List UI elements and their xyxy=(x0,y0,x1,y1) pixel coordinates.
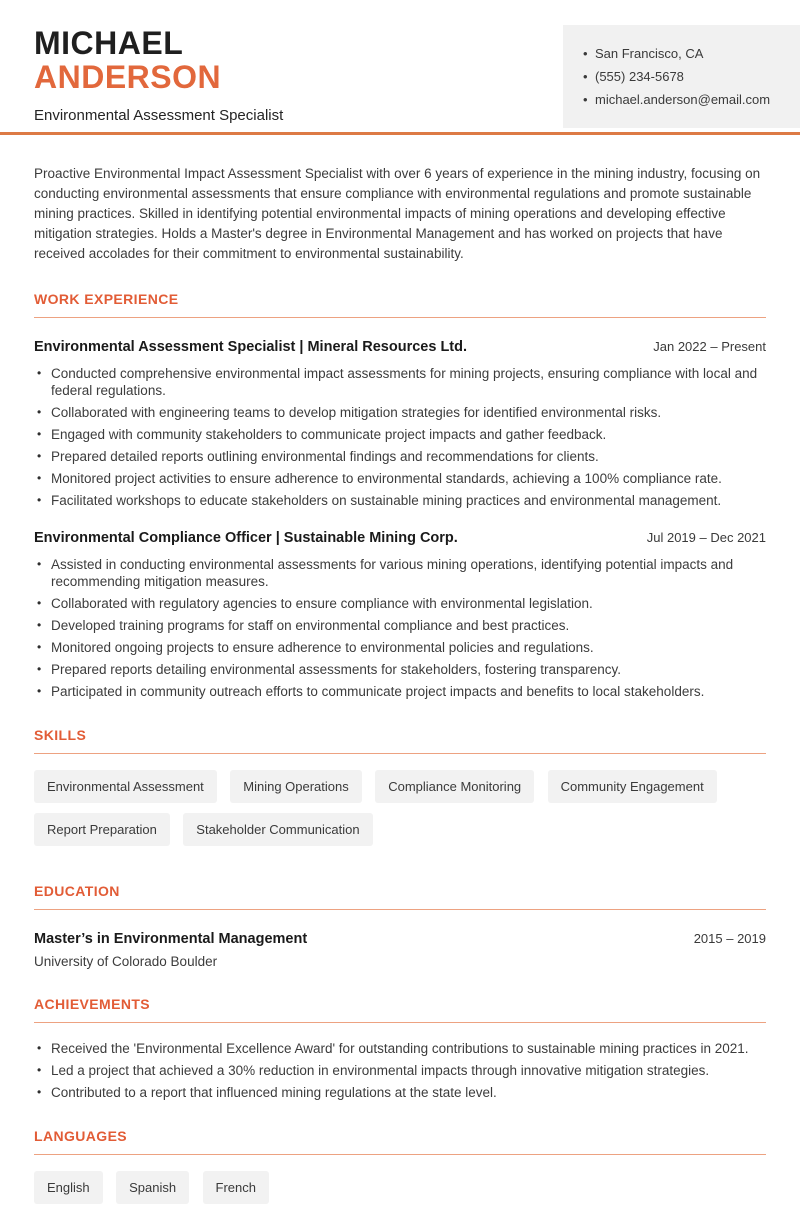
job-bullet-list xyxy=(34,365,766,509)
achievement-bullet: • Led a project that achieved a 30% reduction in environmental impacts through innovative mitigation strategies. xyxy=(34,1062,766,1079)
last-name: ANDERSON xyxy=(34,59,222,95)
contact-email: • michael.anderson@email.com xyxy=(583,92,786,107)
languages-heading: LANGUAGES xyxy=(34,1128,766,1155)
skills-heading: SKILLS xyxy=(34,727,766,754)
achievement-bullet: • Contributed to a report that influenced mining regulations at the state level. xyxy=(34,1084,766,1101)
achievements-heading: ACHIEVEMENTS xyxy=(34,996,766,1023)
contact-card xyxy=(563,25,800,128)
achievement-list xyxy=(34,1040,766,1101)
contact-location: • San Francisco, CA xyxy=(583,46,786,61)
contact-list xyxy=(583,46,786,107)
job-date: Jan 2022 – Present xyxy=(653,339,766,354)
education-degree: Master’s in Environmental Management xyxy=(34,931,308,947)
skill-chip: Mining Operations xyxy=(230,770,362,803)
resume-header xyxy=(0,0,800,135)
job-header xyxy=(34,339,766,355)
name-block xyxy=(34,26,283,124)
header-divider xyxy=(0,132,800,135)
job-date: Jul 2019 – Dec 2021 xyxy=(646,530,766,545)
job-entry xyxy=(34,530,766,700)
education-school: University of Colorado Boulder xyxy=(34,954,218,969)
summary-paragraph: Proactive Environmental Impact Assessment Specialist with over 6 years of experience in the mining industry, focusing on conducting environmental assessments that ensure compliance with environmental regulations and promote sustainable mining practices. Skilled in identifying potential environmental impacts of mining operations and developing effective mitigation strategies. Holds a Master's degree in Environmental Management and has worked on projects that have received accolades for their commitment to environmental sustainability. xyxy=(34,166,761,261)
work-experience-heading: WORK EXPERIENCE xyxy=(34,291,766,318)
job-bullet-list xyxy=(34,556,766,700)
skill-chip: Environmental Assessment xyxy=(34,770,217,803)
job-bullet: • Prepared detailed reports outlining environmental findings and recommendations for clients. xyxy=(34,448,766,465)
language-chip: French xyxy=(203,1171,269,1204)
job-bullet: • Assisted in conducting environmental assessments for various mining operations, identifying potential impacts and recommending mitigation measures. xyxy=(34,556,766,590)
education-date: 2015 – 2019 xyxy=(693,931,766,946)
job-bullet: • Developed training programs for staff on environmental compliance and best practices. xyxy=(34,617,766,634)
section-achievements xyxy=(34,996,766,1101)
skill-chip: Compliance Monitoring xyxy=(375,770,534,803)
education-header xyxy=(34,931,766,947)
job-bullet: • Facilitated workshops to educate stakeholders on sustainable mining practices and environmental management. xyxy=(34,492,766,509)
first-name: MICHAEL xyxy=(34,25,184,61)
section-skills xyxy=(34,727,766,856)
job-entry xyxy=(34,339,766,509)
skill-chip: Community Engagement xyxy=(548,770,717,803)
job-header xyxy=(34,530,766,546)
job-bullet: • Monitored ongoing projects to ensure adherence to environmental policies and regulations. xyxy=(34,639,766,656)
section-education xyxy=(34,883,766,969)
job-title: Environmental Compliance Officer | Sustainable Mining Corp. xyxy=(34,530,458,546)
language-chip: Spanish xyxy=(116,1171,189,1204)
job-bullet: • Prepared reports detailing environmental assessments for stakeholders, fostering transparency. xyxy=(34,661,766,678)
education-entry xyxy=(34,931,766,969)
education-heading: EDUCATION xyxy=(34,883,766,910)
contact-phone: • (555) 234-5678 xyxy=(583,69,786,84)
language-chip: English xyxy=(34,1171,103,1204)
job-bullet: • Engaged with community stakeholders to communicate project impacts and gather feedback. xyxy=(34,426,766,443)
skills-chip-list xyxy=(34,770,766,856)
resume-body xyxy=(0,164,800,1214)
job-bullet: • Conducted comprehensive environmental impact assessments for mining projects, ensuring compliance with local and federal regulations. xyxy=(34,365,766,399)
job-title: Environmental Assessment Specialist | Mineral Resources Ltd. xyxy=(34,339,468,355)
section-languages xyxy=(34,1128,766,1214)
section-work-experience xyxy=(34,291,766,700)
skill-chip: Stakeholder Communication xyxy=(183,813,372,846)
achievement-bullet: • Received the 'Environmental Excellence Award' for outstanding contributions to sustainable mining practices in 2021. xyxy=(34,1040,766,1057)
skill-chip: Report Preparation xyxy=(34,813,170,846)
headline: Environmental Assessment Specialist xyxy=(34,107,284,124)
job-bullet: • Collaborated with regulatory agencies to ensure compliance with environmental legislation. xyxy=(34,595,766,612)
job-bullet: • Collaborated with engineering teams to develop mitigation strategies for identified environmental risks. xyxy=(34,404,766,421)
job-bullet: • Participated in community outreach efforts to communicate project impacts and benefits to local stakeholders. xyxy=(34,683,766,700)
job-bullet: • Monitored project activities to ensure adherence to environmental standards, achieving a 100% compliance rate. xyxy=(34,470,766,487)
languages-chip-list xyxy=(34,1171,766,1214)
